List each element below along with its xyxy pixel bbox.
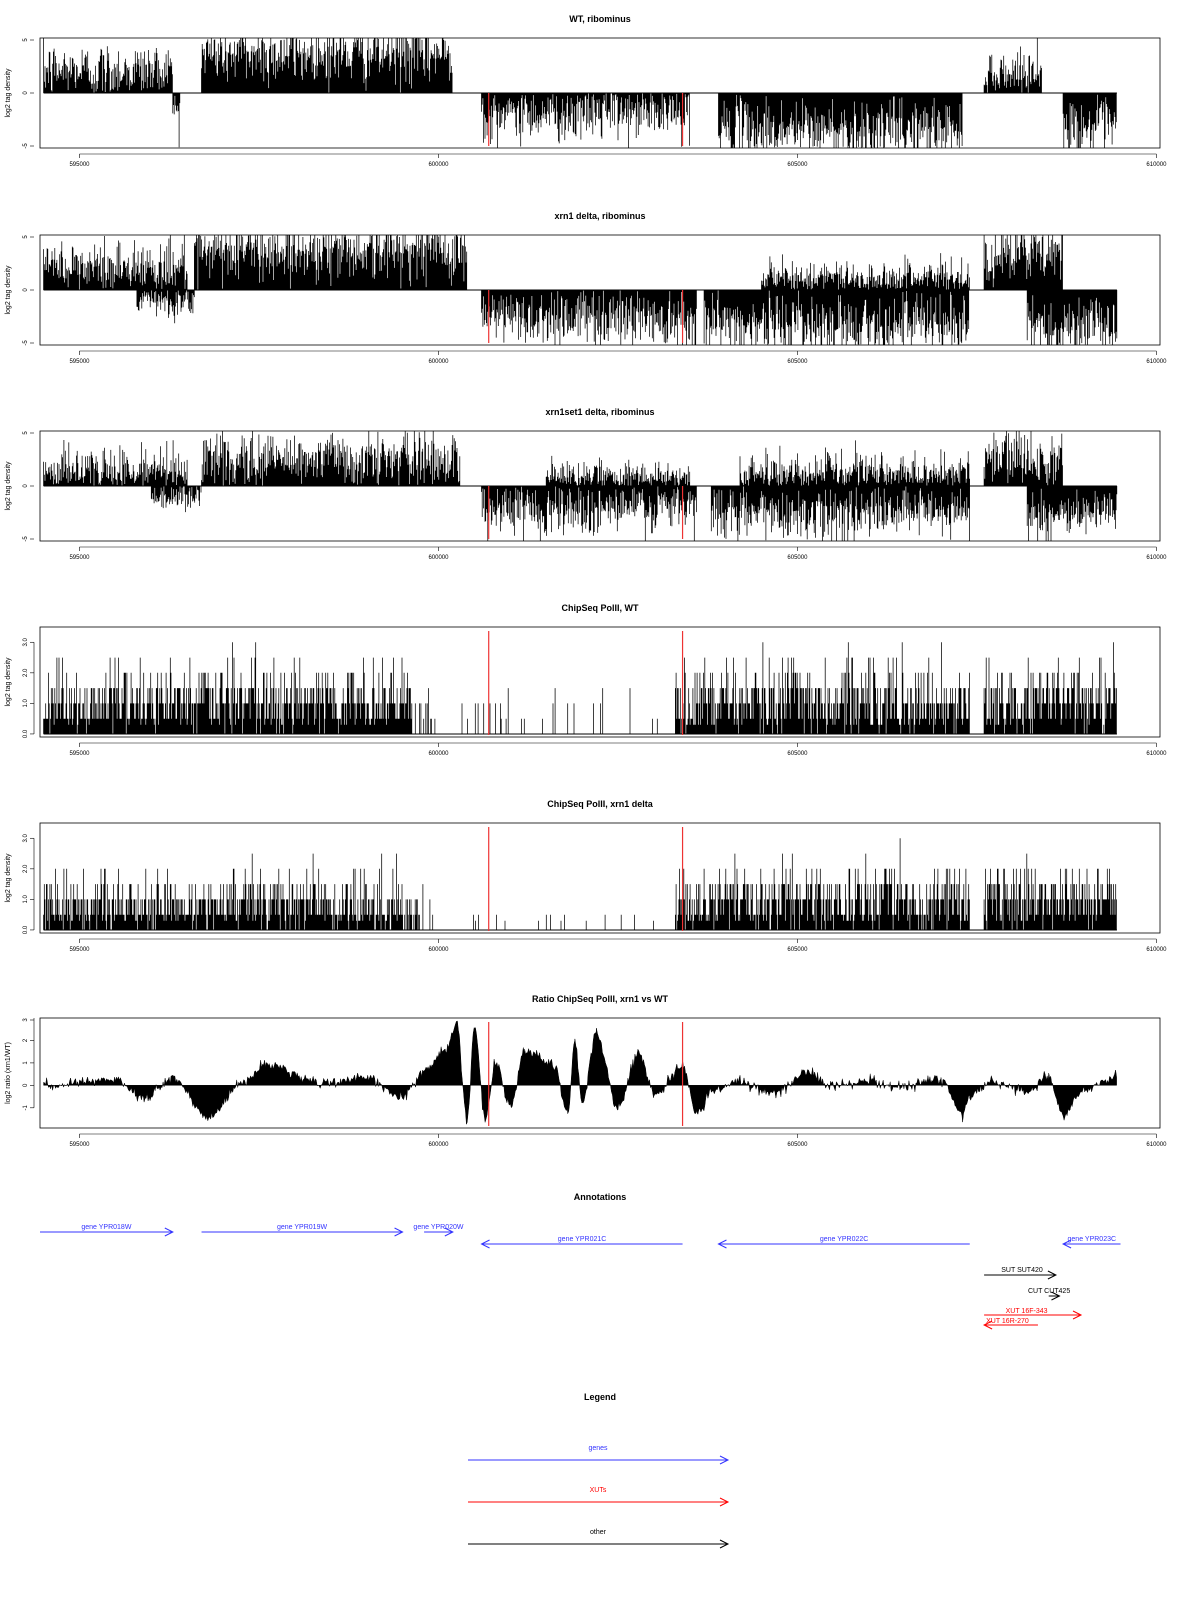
panel-title: WT, ribominus <box>569 14 631 24</box>
data-marks <box>44 1021 1117 1126</box>
feature-label: XUT 16F-343 <box>1005 1308 1048 1315</box>
feature-label: gene YPR022C <box>819 1236 869 1243</box>
y-tick-label: -5 <box>23 143 29 149</box>
x-tick-label: 600000 <box>428 1142 449 1148</box>
x-axis <box>69 939 1167 953</box>
legend <box>468 1392 728 1548</box>
y-tick-label: 3 <box>23 1018 29 1022</box>
x-tick-label: 605000 <box>787 555 808 561</box>
x-tick-label: 605000 <box>787 162 808 168</box>
y-tick-label: 1.0 <box>23 895 29 904</box>
legend-item-xuts <box>468 1487 728 1506</box>
legend-arrow <box>468 1498 728 1506</box>
y-axis <box>5 235 34 346</box>
legend-arrow <box>468 1456 728 1464</box>
data-marks <box>44 631 1117 735</box>
x-tick-label: 610000 <box>1146 359 1167 365</box>
feature-gene-ypr020w <box>413 1224 463 1236</box>
x-tick-label: 610000 <box>1146 947 1167 953</box>
panel-2 <box>5 211 1167 365</box>
y-axis <box>5 431 34 542</box>
panel-5 <box>5 799 1167 953</box>
feature-gene-ypr022c <box>718 1236 969 1248</box>
signal-bars <box>44 838 1117 930</box>
x-tick-label: 605000 <box>787 1142 808 1148</box>
y-tick-label: 0.0 <box>23 729 29 739</box>
x-tick-label: 605000 <box>787 751 808 757</box>
x-tick-label: 595000 <box>69 751 90 757</box>
feature-label: gene YPR021C <box>557 1236 607 1243</box>
panel-title: xrn1 delta, ribominus <box>554 211 646 221</box>
legend-label: other <box>590 1529 606 1536</box>
x-tick-label: 600000 <box>428 751 449 757</box>
data-marks <box>44 235 1117 345</box>
x-tick-label: 595000 <box>69 1142 90 1148</box>
y-axis-label: log2 tag density <box>5 853 12 903</box>
panel-title: ChipSeq PolII, xrn1 delta <box>547 799 653 809</box>
x-tick-label: 595000 <box>69 947 90 953</box>
feature-label: SUT SUT420 <box>1001 1267 1043 1274</box>
data-marks <box>44 431 1117 541</box>
data-marks <box>44 38 1117 148</box>
x-tick-label: 600000 <box>428 359 449 365</box>
y-axis-label: log2 tag density <box>5 657 12 707</box>
y-tick-label: 0.0 <box>23 925 29 935</box>
y-axis <box>5 637 34 738</box>
x-tick-label: 610000 <box>1146 751 1167 757</box>
x-tick-label: 600000 <box>428 555 449 561</box>
y-axis-label: log2 tag density <box>5 265 12 315</box>
feature-gene-ypr023c <box>1063 1236 1120 1248</box>
feature-xut-16r-270 <box>984 1318 1038 1329</box>
panel-title: ChipSeq PolII, WT <box>561 603 639 613</box>
legend-label: genes <box>588 1445 608 1452</box>
y-tick-label: 1.0 <box>23 699 29 708</box>
y-axis <box>5 833 34 934</box>
feature-label: CUT CUT425 <box>1027 1288 1071 1295</box>
x-tick-label: 600000 <box>428 162 449 168</box>
x-axis <box>69 154 1167 168</box>
feature-label: gene YPR018W <box>81 1224 132 1231</box>
feature-label: gene YPR023C <box>1067 1236 1117 1243</box>
panel-4 <box>5 603 1167 757</box>
y-tick-label: 5 <box>23 431 29 435</box>
feature-gene-ypr019w <box>202 1224 403 1236</box>
data-marks <box>44 827 1117 931</box>
x-tick-label: 610000 <box>1146 555 1167 561</box>
annotations-title: Annotations <box>573 1192 627 1202</box>
x-tick-label: 605000 <box>787 947 808 953</box>
y-axis <box>5 38 34 149</box>
y-tick-label: 1 <box>23 1061 29 1065</box>
panel-title: xrn1set1 delta, ribominus <box>545 407 655 417</box>
feature-sut-sut420 <box>984 1267 1056 1279</box>
ratio-area <box>44 1021 1117 1124</box>
feature-cut-cut425 <box>1028 1288 1070 1300</box>
y-tick-label: 5 <box>23 38 29 42</box>
x-axis <box>69 1134 1167 1148</box>
y-tick-label: 0 <box>23 288 29 292</box>
y-tick-label: 0 <box>23 484 29 488</box>
y-tick-label: 2.0 <box>23 864 29 874</box>
signal-bars <box>44 642 1117 734</box>
x-tick-label: 595000 <box>69 359 90 365</box>
y-tick-label: -5 <box>23 536 29 542</box>
panel-6 <box>5 994 1167 1148</box>
y-axis <box>5 1018 34 1111</box>
x-tick-label: 600000 <box>428 947 449 953</box>
annotations-panel <box>40 1192 1121 1329</box>
panel-3 <box>5 407 1167 561</box>
legend-label: XUTs <box>589 1487 607 1494</box>
feature-label: XUT 16R-270 <box>986 1318 1029 1325</box>
y-axis-label: log2 ratio (xrn1/WT) <box>5 1042 12 1104</box>
y-tick-label: 0 <box>23 91 29 95</box>
y-tick-label: -1 <box>23 1105 29 1111</box>
x-tick-label: 595000 <box>69 555 90 561</box>
feature-gene-ypr018w <box>40 1224 173 1236</box>
panel-1 <box>5 14 1167 168</box>
x-tick-label: 610000 <box>1146 1142 1167 1148</box>
y-tick-label: 3.0 <box>23 638 29 647</box>
x-axis <box>69 351 1167 365</box>
x-tick-label: 610000 <box>1146 162 1167 168</box>
feature-label: gene YPR019W <box>277 1224 328 1231</box>
y-tick-label: 2 <box>23 1038 29 1043</box>
feature-label: gene YPR020W <box>413 1224 464 1231</box>
x-axis <box>69 743 1167 757</box>
y-tick-label: -5 <box>23 340 29 346</box>
y-tick-label: 0 <box>23 1083 29 1088</box>
legend-item-other <box>468 1529 728 1548</box>
x-axis <box>69 547 1167 561</box>
legend-arrow <box>468 1540 728 1548</box>
legend-title: Legend <box>583 1392 617 1402</box>
x-tick-label: 595000 <box>69 162 90 168</box>
legend-item-genes <box>468 1445 728 1464</box>
y-axis-label: log2 tag density <box>5 68 12 118</box>
panel-title: Ratio ChipSeq PolII, xrn1 vs WT <box>531 994 669 1004</box>
y-axis-label: log2 tag density <box>5 461 12 511</box>
y-tick-label: 5 <box>23 235 29 239</box>
x-tick-label: 605000 <box>787 359 808 365</box>
y-tick-label: 3.0 <box>23 834 29 843</box>
y-tick-label: 2.0 <box>23 668 29 678</box>
feature-gene-ypr021c <box>482 1236 683 1248</box>
